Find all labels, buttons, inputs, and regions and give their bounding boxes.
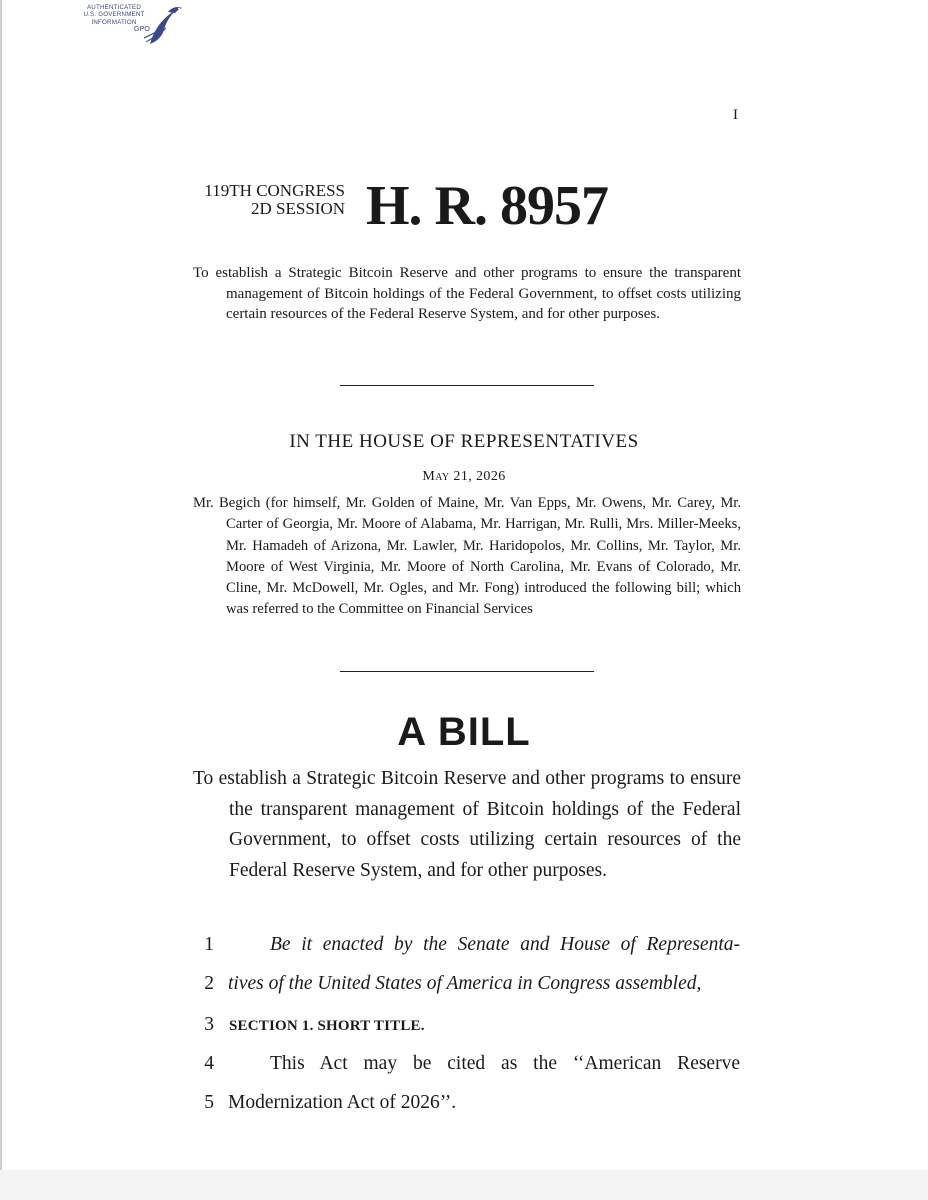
gpo-seal-line-1: AUTHENTICATED xyxy=(86,4,142,11)
line-number: 2 xyxy=(204,973,214,994)
divider-rule-bottom xyxy=(340,671,594,672)
bill-number: H. R. 8957 xyxy=(366,175,608,237)
bill-purpose-full: To establish a Strategic Bitcoin Reserve and other programs to ensure the transparent management of Bitcoin holdings of the Federal Government, to offset costs utilizing certain resources of the Federal Reserve System, and for other purposes. xyxy=(193,768,741,881)
line-number: 4 xyxy=(204,1053,214,1074)
session-number: 2D xyxy=(251,199,272,218)
line-number: 1 xyxy=(204,934,214,955)
bill-heading: A BILL xyxy=(397,710,531,754)
introduction-date-text: May 21, 2026 xyxy=(422,469,506,484)
page-bottom-margin xyxy=(0,1170,928,1200)
eagle-icon xyxy=(140,4,184,46)
short-title-line-1: This Act may be cited as the ‘‘American Reserve xyxy=(270,1053,740,1074)
congress-line xyxy=(193,182,345,200)
congress-word: CONGRESS xyxy=(256,181,345,200)
gpo-authentication-seal xyxy=(78,4,188,46)
short-title-line-2: Modernization Act of 2026’’. xyxy=(228,1092,457,1113)
congress-session-block xyxy=(193,182,345,218)
session-word: SESSION xyxy=(276,199,345,218)
gpo-seal-line-2: U.S. GOVERNMENT xyxy=(83,11,145,19)
chamber-heading: IN THE HOUSE OF REPRESENTATIVES xyxy=(289,431,639,452)
page-marker: I xyxy=(733,107,738,123)
section-heading: SECTION 1. SHORT TITLE. xyxy=(229,1018,425,1034)
session-line xyxy=(193,200,345,218)
sponsors-paragraph: Mr. Begich (for himself, Mr. Golden of Maine, Mr. Van Epps, Mr. Owens, Mr. Carey, Mr. Carter of Georgia, Mr. Moore of Alabama, Mr. Harrigan, Mr. Rulli, Mrs. Miller-Meeks, Mr. Hamadeh of Arizona, Mr. Lawler, Mr. Haridopolos, Mr. Collins, Mr. Taylor, Mr. Moore of West Virginia, Mr. Moore of North Carolina, Mr. Evans of Colorado, Mr. Cline, Mr. McDowell, Mr. Ogles, and Mr. Fong) introduced the following bill; which was referred to the Committee on Financial Services xyxy=(193,495,741,618)
gpo-seal-line-3: INFORMATION xyxy=(91,18,137,26)
gpo-seal-abbr: GPO xyxy=(133,26,150,34)
page-left-edge xyxy=(0,0,2,1200)
enacting-clause-line-1: Be it enacted by the Senate and House of Representa- xyxy=(270,934,740,955)
introduction-date xyxy=(0,469,928,485)
line-number: 3 xyxy=(204,1014,214,1035)
congress-number: 119TH xyxy=(204,181,252,200)
bill-purpose-summary: To establish a Strategic Bitcoin Reserve and other programs to ensure the transparent management of Bitcoin holdings of the Federal Government, to offset costs utilizing certain resources of the Federal Reserve System, and for other purposes. xyxy=(193,265,741,322)
divider-rule-top xyxy=(340,385,594,386)
enacting-clause-line-2: tives of the United States of America in Congress assembled, xyxy=(228,973,702,994)
line-number: 5 xyxy=(204,1092,214,1113)
